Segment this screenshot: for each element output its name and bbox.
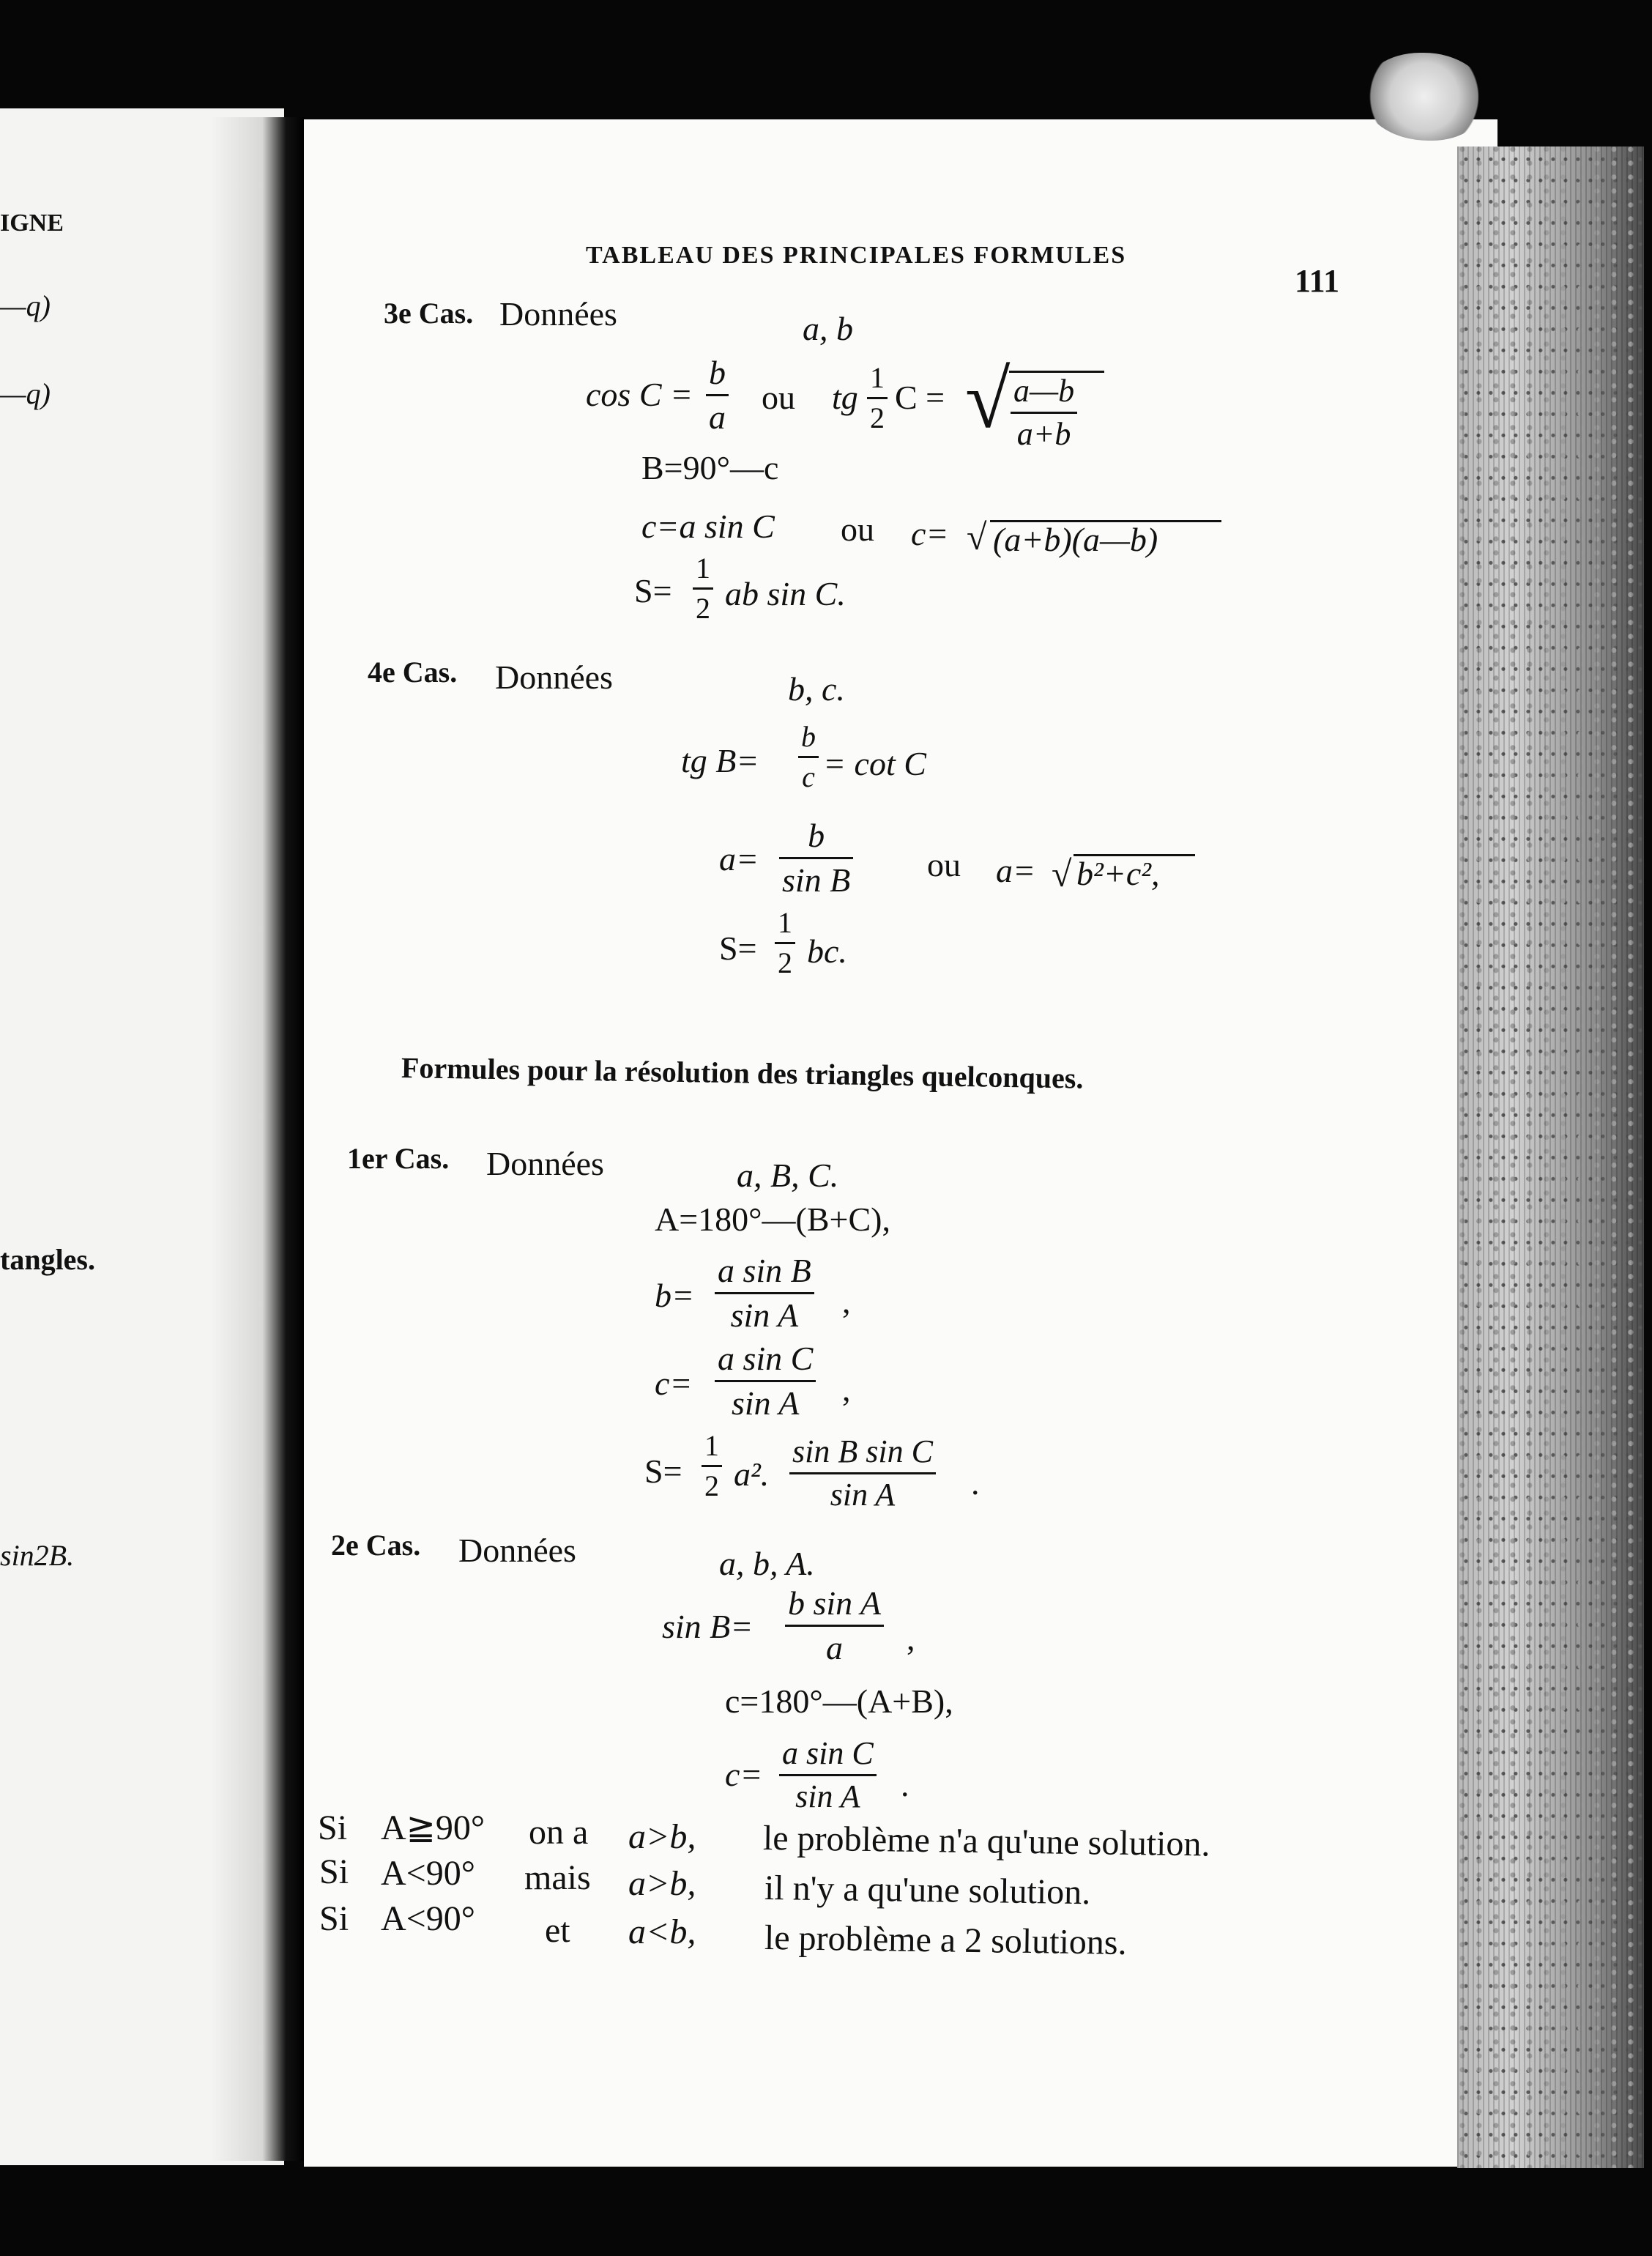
numerator: 1 <box>870 361 885 394</box>
condition-conjunction: mais <box>524 1858 591 1897</box>
case3-f6-half <box>693 554 713 623</box>
gcase1-f2-end: , <box>842 1283 851 1320</box>
case4-label: 4e Cas. <box>368 656 458 689</box>
case4-f3-radicand: b²+c², <box>1076 855 1160 892</box>
gcase2-f1-lhs: sin B= <box>662 1608 754 1645</box>
case3-given: a, b <box>803 310 853 347</box>
gcase1-donnees: Données <box>486 1145 604 1182</box>
case3-f3: B=90°—c <box>641 449 779 486</box>
denominator: sin B <box>782 861 851 899</box>
gcase1-label: 1er Cas. <box>347 1142 450 1175</box>
left-fragment-tangles: tangles. <box>0 1243 95 1276</box>
gcase2-f2: c=180°—(A+B), <box>725 1682 953 1720</box>
sqrt-symbol: √ <box>965 355 1011 445</box>
numerator: a sin C <box>782 1735 874 1771</box>
section-title: Formules pour la résolution des triangles quelconques. <box>401 1051 1084 1095</box>
denominator: 2 <box>704 1469 719 1502</box>
denominator: a <box>825 1629 843 1666</box>
condition-si: Si <box>319 1852 349 1891</box>
gcase1-given: a, B, C. <box>737 1157 839 1194</box>
numerator: a—b <box>1013 373 1075 409</box>
denominator: sin A <box>830 1477 896 1513</box>
numerator: sin B sin C <box>792 1433 933 1469</box>
page-number: 111 <box>1295 263 1340 299</box>
case3-f2-lhs: tg <box>832 379 858 416</box>
case3-f2-radicand <box>1011 375 1077 450</box>
denominator: sin A <box>730 1296 799 1334</box>
denominator: sin A <box>795 1778 860 1814</box>
denominator: sin A <box>731 1384 800 1422</box>
condition-result: le problème n'a qu'une solution. <box>762 1819 1210 1864</box>
numerator: b <box>801 720 816 753</box>
case3-label: 3e Cas. <box>384 297 474 330</box>
denominator: c <box>802 760 815 793</box>
gcase1-f1: A=180°—(B+C), <box>655 1201 890 1238</box>
gcase2-given: a, b, A. <box>719 1545 815 1582</box>
condition-relation: a>b, <box>628 1864 696 1903</box>
sqrt-symbol: √ <box>967 516 987 557</box>
numerator: 1 <box>704 1429 719 1462</box>
gcase1-f3-fraction <box>715 1342 816 1420</box>
left-fragment-q2: —q) <box>0 377 51 410</box>
case3-f2-mid: C = <box>895 379 945 416</box>
book-gutter <box>211 117 305 2161</box>
case4-f1-lhs: tg B= <box>681 742 759 779</box>
numerator: a sin C <box>718 1340 814 1377</box>
case4-f3-lhs: a= <box>996 852 1036 889</box>
condition-result: il n'y a qu'une solution. <box>764 1869 1091 1912</box>
denominator: 2 <box>778 946 792 979</box>
gcase2-f1-end: , <box>907 1619 915 1657</box>
denominator: 2 <box>870 401 885 434</box>
gcase1-f4-mid: a². <box>734 1455 770 1493</box>
case3-f4: c=a sin C <box>641 508 775 545</box>
case4-donnees: Données <box>495 658 613 696</box>
condition-result: le problème a 2 solutions. <box>764 1918 1127 1962</box>
numerator: 1 <box>778 906 792 939</box>
gcase2-donnees: Données <box>458 1532 576 1569</box>
numerator: a sin B <box>718 1252 811 1289</box>
case3-f6-lhs: S= <box>634 572 672 609</box>
condition-conjunction: et <box>545 1911 570 1950</box>
numerator: b sin A <box>788 1584 881 1622</box>
case4-f2-lhs: a= <box>719 840 759 877</box>
case3-f5-lhs: c= <box>911 515 949 552</box>
case3-f5-radicand: (a+b)(a—b) <box>993 521 1158 558</box>
case3-ou-2: ou <box>841 511 874 548</box>
case3-f2-half <box>867 363 888 433</box>
gcase1-f4-lhs: S= <box>644 1452 682 1490</box>
gcase1-f3-lhs: c= <box>655 1365 693 1402</box>
running-header: TABLEAU DES PRINCIPALES FORMULES <box>586 242 1127 269</box>
case4-f4-lhs: S= <box>719 930 757 967</box>
gcase2-f3-end: . <box>901 1766 909 1803</box>
case3-f1-fraction <box>706 356 729 434</box>
case4-f4-rhs: bc. <box>807 932 847 970</box>
numerator: b <box>808 817 825 854</box>
condition-angle: A<90° <box>381 1899 475 1938</box>
left-fragment-igne: IGNE <box>0 209 64 237</box>
gcase2-f3-lhs: c= <box>725 1756 763 1793</box>
gcase1-f4-half <box>702 1431 722 1501</box>
gcase1-f2-lhs: b= <box>655 1277 695 1314</box>
denominator: a <box>709 398 726 436</box>
case3-donnees: Données <box>499 295 617 333</box>
page-edge-texture <box>1457 146 1644 2168</box>
left-fragment-sin2b: sin2B. <box>0 1539 75 1572</box>
gcase2-f3-fraction <box>779 1737 877 1813</box>
case4-f2-fraction <box>779 819 853 897</box>
right-page <box>304 119 1497 2167</box>
gcase1-f2-fraction <box>715 1254 814 1332</box>
condition-relation: a>b, <box>628 1817 696 1856</box>
sqrt-symbol: √ <box>1052 853 1072 894</box>
denominator: 2 <box>696 592 710 625</box>
case4-f1-fraction <box>798 722 819 792</box>
numerator: 1 <box>696 552 710 585</box>
gcase1-f3-end: , <box>842 1370 851 1408</box>
case4-f1-rhs: = cot C <box>823 745 926 782</box>
denominator: a+b <box>1016 416 1071 452</box>
left-fragment-q1: —q) <box>0 289 51 322</box>
condition-si: Si <box>319 1899 349 1938</box>
condition-angle: A<90° <box>381 1854 475 1893</box>
gcase2-label: 2e Cas. <box>331 1529 421 1562</box>
case3-ou-1: ou <box>762 379 795 416</box>
case4-given: b, c. <box>788 670 845 708</box>
numerator: b <box>709 354 726 391</box>
case3-f1-lhs: cos C = <box>586 376 693 413</box>
condition-angle: A≧90° <box>381 1808 485 1847</box>
condition-relation: a<b, <box>628 1912 696 1951</box>
gcase1-f4-fraction <box>789 1433 936 1513</box>
case3-f6-rhs: ab sin C. <box>725 575 846 612</box>
condition-si: Si <box>318 1808 348 1847</box>
gcase1-f4-end: . <box>971 1464 980 1502</box>
gcase2-f1-fraction <box>785 1584 884 1666</box>
condition-conjunction: on a <box>529 1813 589 1852</box>
case4-f4-half <box>775 908 795 978</box>
case4-ou: ou <box>927 846 961 883</box>
